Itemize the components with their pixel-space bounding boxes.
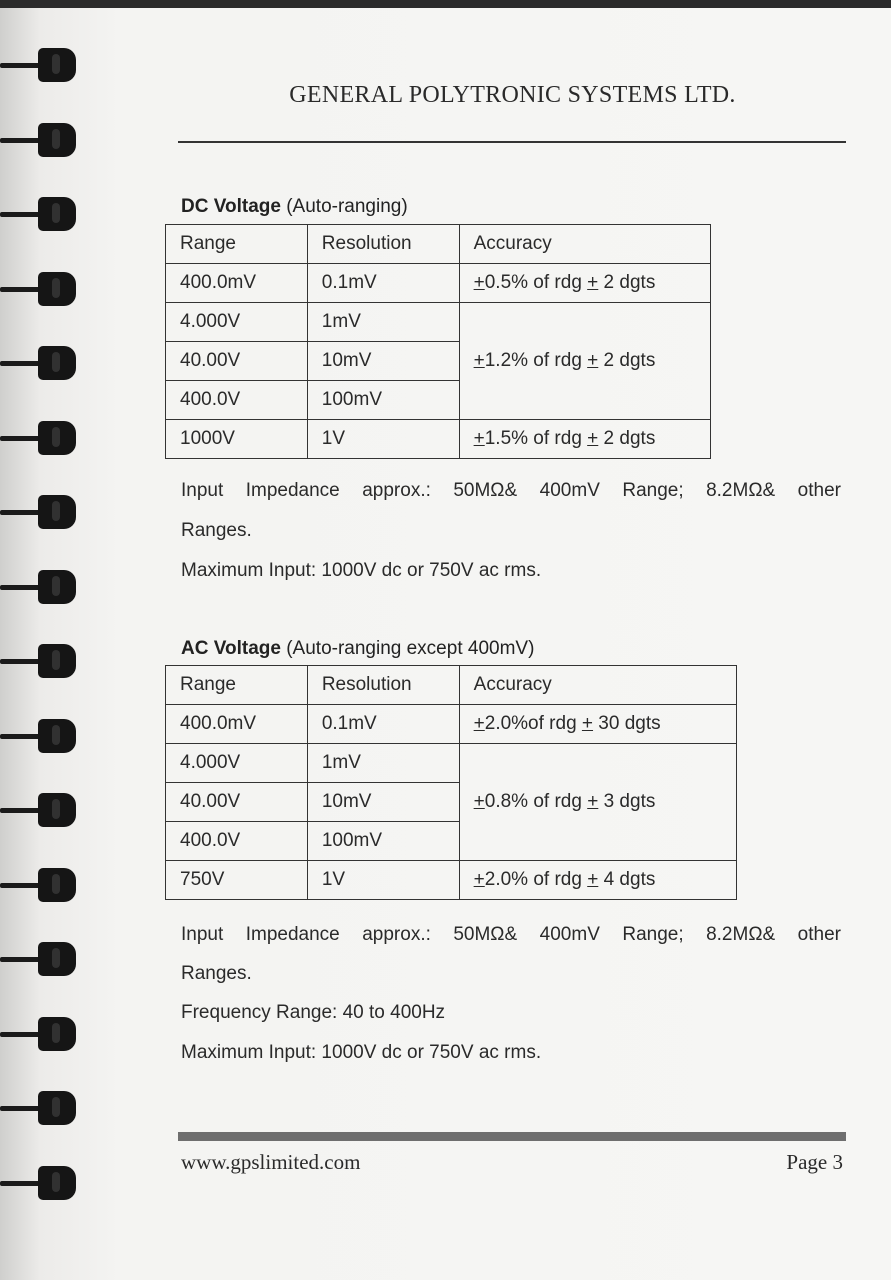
binding-coil <box>0 272 78 306</box>
range-cell: 40.00V <box>166 342 308 381</box>
dc-title-bold: DC Voltage <box>181 196 281 217</box>
resolution-cell: 100mV <box>307 822 459 861</box>
footer-rule <box>178 1132 846 1141</box>
resolution-cell: 1mV <box>307 303 459 342</box>
ac-title-bold: AC Voltage <box>181 638 281 659</box>
dc-max-input: Maximum Input: 1000V dc or 750V ac rms. <box>181 560 542 581</box>
accuracy-text: 30 dgts <box>593 713 661 734</box>
binding-coil <box>0 793 78 827</box>
binding-coil <box>0 719 78 753</box>
resolution-cell: 100mV <box>307 381 459 420</box>
binding-coil <box>0 570 78 604</box>
ac-voltage-table <box>165 665 737 900</box>
plus-minus: + <box>473 272 485 293</box>
accuracy-text: 2.0%of rdg <box>484 713 582 734</box>
plus-minus: + <box>587 428 599 449</box>
plus-minus: + <box>473 428 485 449</box>
table-row <box>166 705 737 744</box>
accuracy-text: 1.2% of rdg <box>484 350 588 371</box>
table-header-row <box>166 225 711 264</box>
col-header-resolution: Resolution <box>307 666 459 705</box>
plus-minus: + <box>473 350 485 371</box>
table-row <box>166 744 737 783</box>
resolution-cell: 0.1mV <box>307 264 459 303</box>
binding-coil <box>0 942 78 976</box>
plus-minus: + <box>581 713 594 734</box>
table-row <box>166 420 711 459</box>
accuracy-text: 2 dgts <box>598 272 656 293</box>
company-header: GENERAL POLYTRONIC SYSTEMS LTD. <box>289 82 736 108</box>
plus-minus: + <box>587 350 599 371</box>
ac-title-rest: (Auto-ranging except 400mV) <box>286 638 535 659</box>
top-edge <box>0 0 891 8</box>
ac-max-input: Maximum Input: 1000V dc or 750V ac rms. <box>181 1042 542 1063</box>
ac-impedance-line1: Input Impedance approx.: 50MΩ& 400mV Range; 8.2MΩ& other <box>181 924 841 945</box>
range-cell: 400.0V <box>166 822 308 861</box>
plus-minus: + <box>587 272 599 293</box>
range-cell: 4.000V <box>166 303 308 342</box>
range-cell: 4.000V <box>166 744 308 783</box>
table-row <box>166 303 711 342</box>
resolution-cell: 0.1mV <box>307 705 459 744</box>
plus-minus: + <box>473 713 485 734</box>
dc-impedance-line1: Input Impedance approx.: 50MΩ& 400mV Range; 8.2MΩ& other <box>181 480 841 501</box>
binding-coil <box>0 421 78 455</box>
range-cell: 40.00V <box>166 783 308 822</box>
binding-coil <box>0 346 78 380</box>
ac-frequency-range: Frequency Range: 40 to 400Hz <box>181 1002 446 1023</box>
range-cell: 400.0mV <box>166 264 308 303</box>
resolution-cell: 1V <box>307 861 459 900</box>
accuracy-cell <box>459 861 736 900</box>
table-row <box>166 861 737 900</box>
col-header-range: Range <box>166 225 308 264</box>
binding-coil <box>0 495 78 529</box>
col-header-accuracy: Accuracy <box>459 225 710 264</box>
accuracy-cell <box>459 705 736 744</box>
binding-coil <box>0 123 78 157</box>
accuracy-cell <box>459 264 710 303</box>
range-cell: 400.0mV <box>166 705 308 744</box>
range-cell: 1000V <box>166 420 308 459</box>
binding-coil <box>0 1017 78 1051</box>
col-header-resolution: Resolution <box>307 225 459 264</box>
range-cell: 750V <box>166 861 308 900</box>
accuracy-text: 0.8% of rdg <box>484 791 588 812</box>
accuracy-text: 2 dgts <box>598 350 656 371</box>
plus-minus: + <box>473 791 485 812</box>
plus-minus: + <box>587 869 599 890</box>
binding-coil <box>0 197 78 231</box>
accuracy-text: 2.0% of rdg <box>484 869 588 890</box>
accuracy-cell <box>459 744 736 861</box>
resolution-cell: 1V <box>307 420 459 459</box>
plus-minus: + <box>473 869 485 890</box>
ac-section-title <box>181 638 534 660</box>
table-row <box>166 264 711 303</box>
col-header-range: Range <box>166 666 308 705</box>
table-header-row <box>166 666 737 705</box>
footer-page-number: Page 3 <box>786 1150 843 1174</box>
accuracy-text: 4 dgts <box>598 869 656 890</box>
footer-website: www.gpslimited.com <box>181 1150 361 1174</box>
accuracy-text: 2 dgts <box>598 428 656 449</box>
header-rule <box>178 141 846 143</box>
accuracy-cell <box>459 420 710 459</box>
accuracy-text: 3 dgts <box>598 791 656 812</box>
range-cell: 400.0V <box>166 381 308 420</box>
binding-coil <box>0 644 78 678</box>
spiral-binding <box>0 0 90 1280</box>
resolution-cell: 10mV <box>307 783 459 822</box>
binding-coil <box>0 868 78 902</box>
accuracy-text: 0.5% of rdg <box>484 272 588 293</box>
dc-title-rest: (Auto-ranging) <box>286 196 408 217</box>
dc-impedance-line2: Ranges. <box>181 520 252 541</box>
binding-coil <box>0 1166 78 1200</box>
accuracy-cell <box>459 303 710 420</box>
plus-minus: + <box>587 791 599 812</box>
binding-coil <box>0 1091 78 1125</box>
dc-voltage-table <box>165 224 711 459</box>
resolution-cell: 10mV <box>307 342 459 381</box>
accuracy-text: 1.5% of rdg <box>484 428 588 449</box>
binding-coil <box>0 48 78 82</box>
resolution-cell: 1mV <box>307 744 459 783</box>
ac-impedance-line2: Ranges. <box>181 963 252 984</box>
dc-section-title <box>181 196 408 218</box>
col-header-accuracy: Accuracy <box>459 666 736 705</box>
